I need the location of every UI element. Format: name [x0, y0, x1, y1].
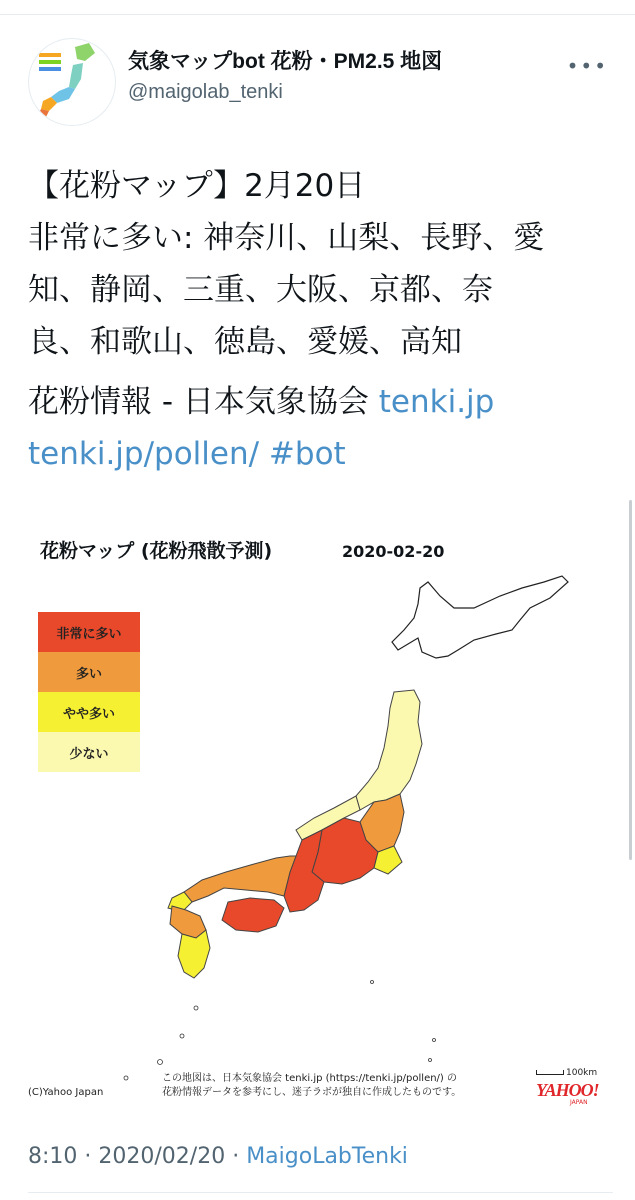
japan-map [22, 512, 612, 1112]
tweet-line: 非常に多い: 神奈川、山梨、長野、愛 [28, 220, 545, 256]
island [124, 1076, 128, 1080]
display-name[interactable]: 気象マップbot 花粉・PM2.5 地図 [128, 50, 443, 73]
tohoku-region [356, 690, 422, 810]
tweet-line: 良、和歌山、徳島、愛媛、高知 [28, 324, 462, 360]
tweet-meta [28, 1144, 408, 1169]
map-date: 2020-02-20 [342, 542, 445, 561]
tweet-source-line [28, 376, 613, 428]
legend-high: 多い [38, 652, 140, 692]
chugoku-region [184, 856, 296, 902]
meta-separator: · [225, 1144, 247, 1169]
tweet-source[interactable]: MaigoLabTenki [246, 1144, 408, 1169]
island [158, 1060, 163, 1065]
tweet-time[interactable]: 8:10 [28, 1144, 78, 1169]
avatar-map-icon [29, 39, 115, 125]
scrollbar[interactable] [629, 500, 632, 860]
map-legend [38, 612, 140, 772]
top-divider [0, 14, 635, 15]
kyushu-north-region [170, 906, 206, 938]
map-image[interactable] [22, 512, 612, 1112]
tenki-link[interactable]: tenki.jp [378, 384, 495, 420]
bottom-divider [28, 1192, 613, 1193]
legend-very-high: 非常に多い [38, 612, 140, 652]
hashtag-link[interactable]: #bot [268, 436, 346, 472]
yahoo-logo: YAHOO! [536, 1080, 599, 1100]
legend-low: 少ない [38, 732, 140, 772]
hokkaido-region [392, 576, 568, 658]
scale-label: 100km [566, 1068, 598, 1078]
tweet-line: 知、静岡、三重、大阪、京都、奈 [28, 272, 493, 308]
scale-bar-icon [536, 1070, 564, 1075]
island [180, 1034, 184, 1038]
island [194, 1006, 198, 1010]
tweet-links-line [28, 428, 613, 480]
island [429, 1059, 432, 1062]
map-title: 花粉マップ (花粉飛散予測) [40, 540, 273, 562]
map-note [162, 1072, 461, 1100]
meta-separator: · [77, 1144, 99, 1169]
avatar[interactable] [28, 38, 116, 126]
island [371, 981, 374, 984]
more-dots-icon[interactable]: ••• [566, 54, 608, 78]
map-note-line: 花粉情報データを参考にし、迷子ラボが独自に作成したものです。 [162, 1087, 462, 1098]
tweet-header [28, 38, 608, 120]
pollen-link[interactable]: tenki.jp/pollen/ [28, 436, 260, 472]
tweet-line: 【花粉マップ】2月20日 [28, 168, 366, 204]
scale-bar [536, 1068, 597, 1078]
legend-slightly-high: やや多い [38, 692, 140, 732]
island [433, 1039, 436, 1042]
tweet-text [28, 160, 613, 480]
source-prefix: 花粉情報 - 日本気象協会 [28, 384, 379, 420]
shikoku-region [222, 898, 284, 932]
map-credit: (C)Yahoo Japan [28, 1087, 104, 1098]
user-handle[interactable]: @maigolab_tenki [128, 81, 283, 103]
map-note-line: この地図は、日本気象協会 tenki.jp (https://tenki.jp/pollen/) の [162, 1073, 458, 1084]
yahoo-logo-sub: JAPAN [570, 1099, 588, 1106]
kyushu-south-region [178, 930, 210, 978]
tweet-date[interactable]: 2020/02/20 [98, 1144, 226, 1169]
